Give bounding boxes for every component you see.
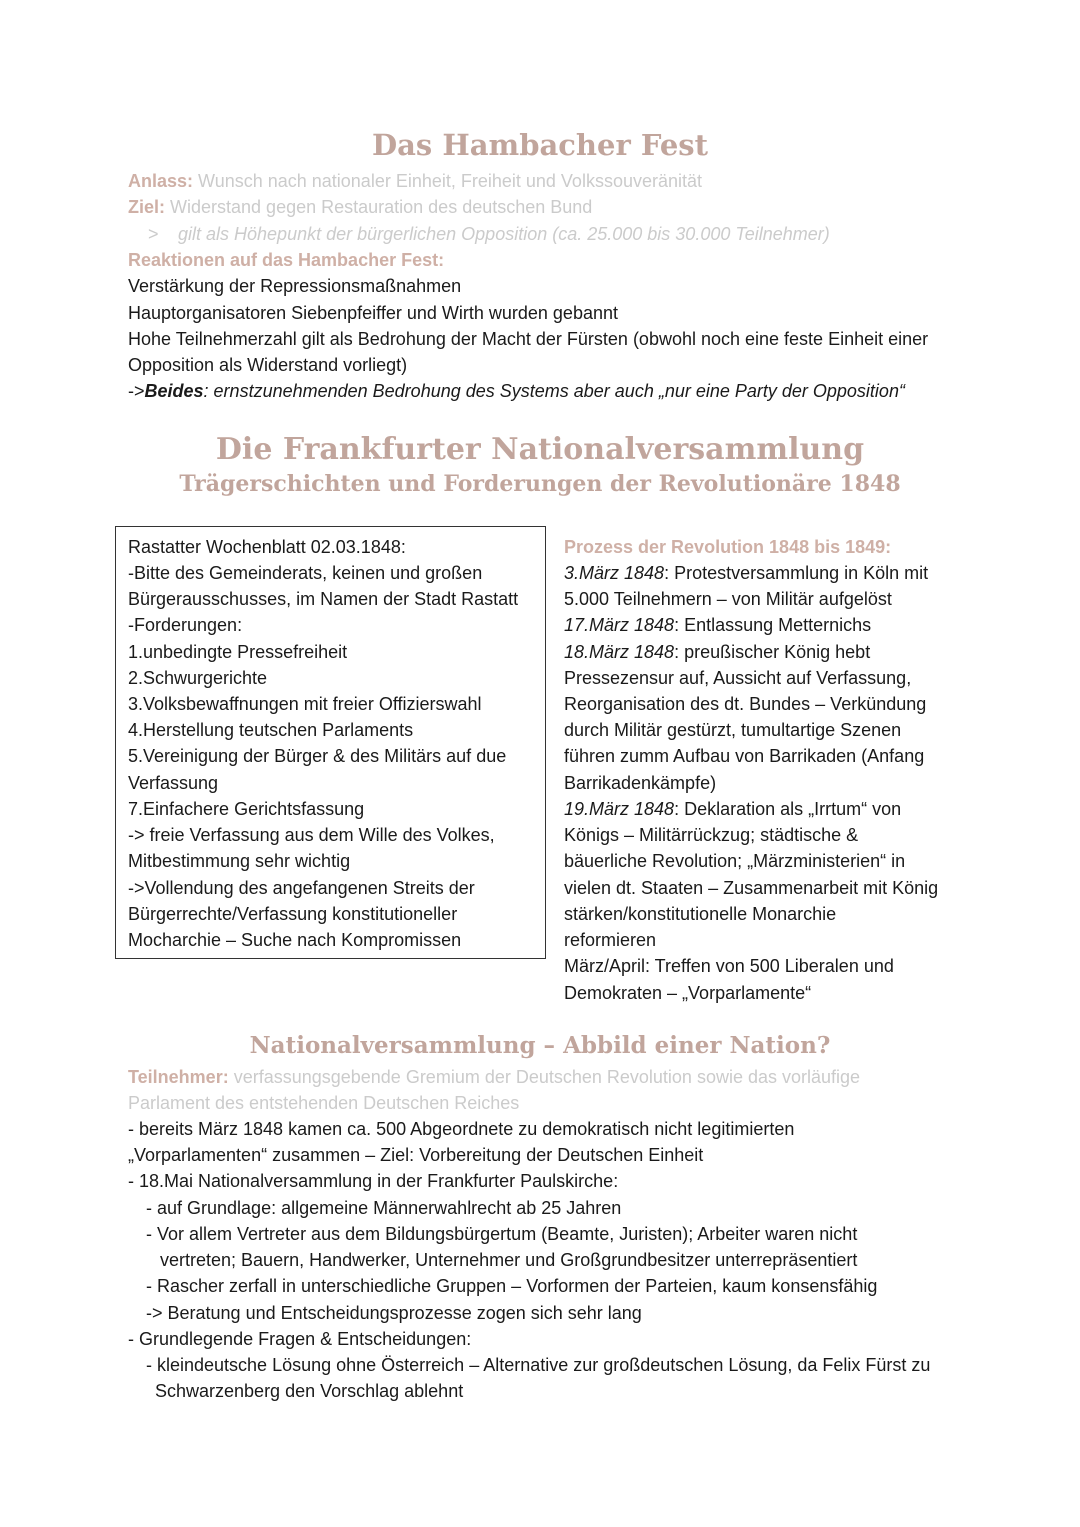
teilnehmer-line-2: Parlament des entstehenden Deutschen Reiches [128, 1093, 520, 1113]
prozess-line-15: reformieren [564, 930, 657, 950]
box-line-4: -Forderungen: [128, 615, 243, 635]
prozess-line-13: vielen dt. Staaten – Zusammenarbeit mit König [564, 878, 939, 898]
prozess-line-17: Demokraten – „Vorparlamente“ [564, 983, 812, 1003]
teilnehmer-line [128, 1064, 860, 1090]
box-line-12: -> freie Verfassung aus dem Wille des Volkes, [128, 825, 495, 845]
reaktionen-heading: Reaktionen auf das Hambacher Fest: [128, 250, 445, 270]
box-line-13: Mitbestimmung sehr wichtig [128, 851, 351, 871]
box-line-15: Bürgerrechte/Verfassung konstitutioneller [128, 904, 458, 924]
box-line-16: Mocharchie – Suche nach Kompromissen [128, 930, 462, 950]
nv-line-6: vertreten; Bauern, Handwerker, Unternehmer und Großgrundbesitzer unterrepräsentiert [160, 1250, 858, 1270]
beides-line [128, 378, 905, 404]
prozess-text-4: : preußischer König hebt [674, 642, 871, 662]
prozess-date-2: 17.März 1848 [564, 615, 675, 635]
beides-label: Beides [144, 381, 204, 401]
nv-line-8: -> Beratung und Entscheidungsprozesse zogen sich sehr lang [146, 1303, 642, 1323]
prozess-line-3 [564, 612, 871, 638]
hambacher-fest-title: Das Hambacher Fest [371, 128, 709, 162]
bullet-text: gilt als Höhepunkt der bürgerlichen Opposition (ca. 25.000 bis 30.000 Teilnehmer) [178, 224, 830, 244]
box-line-11: 7.Einfachere Gerichtsfassung [128, 799, 365, 819]
box-line-2: -Bitte des Gemeinderats, keinen und großen [128, 563, 483, 583]
nv-line-9: - Grundlegende Fragen & Entscheidungen: [128, 1329, 472, 1349]
beides-prefix: -> [128, 381, 145, 401]
prozess-heading: Prozess der Revolution 1848 bis 1849: [564, 537, 892, 557]
box-line-10: Verfassung [128, 773, 219, 793]
prozess-text-10: : Deklaration als „Irrtum“ von [674, 799, 902, 819]
prozess-date-4: 19.März 1848 [564, 799, 675, 819]
prozess-line-6: Reorganisation des dt. Bundes – Verkündung [564, 694, 927, 714]
box-line-3: Bürgerausschusses, im Namen der Stadt Rastatt [128, 589, 519, 609]
prozess-text-1: : Protestversammlung in Köln mit [664, 563, 929, 583]
prozess-date-3: 18.März 1848 [564, 642, 675, 662]
prozess-line-11: Königs – Militärrückzug; städtische & [564, 825, 859, 845]
prozess-line-8: führen zumm Aufbau von Barrikaden (Anfang [564, 746, 925, 766]
anlass-label: Anlass: [128, 171, 194, 191]
prozess-text-3: : Entlassung Metternichs [674, 615, 872, 635]
teilnehmer-label: Teilnehmer: [128, 1067, 229, 1087]
anlass-text: Wunsch nach nationaler Einheit, Freiheit und Volkssouveränität [193, 171, 702, 191]
nv-line-10: - kleindeutsche Lösung ohne Österreich – Alternative zur großdeutschen Lösung, da Felix Fürst zu [146, 1355, 931, 1375]
reaktion-line-1: Verstärkung der Repressionsmaßnahmen [128, 276, 462, 296]
prozess-line-10 [564, 796, 901, 822]
nv-line-7: - Rascher zerfall in unterschiedliche Gruppen – Vorformen der Parteien, kaum konsensfähig [146, 1276, 878, 1296]
reaktion-line-2: Hauptorganisatoren Siebenpfeiffer und Wirth wurden gebannt [128, 303, 618, 323]
ziel-label: Ziel: [128, 197, 166, 217]
box-line-14: ->Vollendung des angefangenen Streits der [128, 878, 475, 898]
bullet-marker: > [148, 224, 159, 244]
prozess-line-2: 5.000 Teilnehmern – von Militär aufgelöst [564, 589, 892, 609]
box-line-8: 4.Herstellung teutschen Parlaments [128, 720, 414, 740]
prozess-line-4 [564, 639, 870, 665]
reaktion-line-3: Hohe Teilnehmerzahl gilt als Bedrohung der Macht der Fürsten (obwohl noch eine feste Einheit einer [128, 329, 929, 349]
nv-line-2: „Vorparlamenten“ zusammen – Ziel: Vorbereitung der Deutschen Einheit [128, 1145, 704, 1165]
nv-line-11: Schwarzenberg den Vorschlag ablehnt [155, 1381, 464, 1401]
prozess-line-5: Pressezensur auf, Aussicht auf Verfassung, [564, 668, 912, 688]
box-line-1: Rastatter Wochenblatt 02.03.1848: [128, 537, 406, 557]
prozess-line-1 [564, 560, 928, 586]
prozess-line-14: stärken/konstitutionelle Monarchie [564, 904, 837, 924]
box-line-7: 3.Volksbewaffnungen mit freier Offizierswahl [128, 694, 482, 714]
prozess-line-12: bäuerliche Revolution; „Märzministerien“ in [564, 851, 906, 871]
prozess-date-1: 3.März 1848 [564, 563, 665, 583]
prozess-line-9: Barrikadenkämpfe) [564, 773, 717, 793]
prozess-line-16: März/April: Treffen von 500 Liberalen und [564, 956, 894, 976]
nv-line-5: - Vor allem Vertreter aus dem Bildungsbürgertum (Beamte, Juristen); Arbeiter waren nicht [146, 1224, 858, 1244]
reaktion-line-4: Opposition als Widerstand vorliegt) [128, 355, 408, 375]
teilnehmer-text: verfassungsgebende Gremium der Deutschen Revolution sowie das vorläufige [228, 1067, 861, 1087]
nationalversammlung-title: Nationalversammlung – Abbild einer Nation? [249, 1032, 831, 1059]
nv-line-1: - bereits März 1848 kamen ca. 500 Abgeordnete zu demokratisch nicht legitimierten [128, 1119, 795, 1139]
frankfurter-subtitle: Trägerschichten und Forderungen der Revolutionäre 1848 [179, 471, 901, 497]
ziel-text: Widerstand gegen Restauration des deutschen Bund [165, 197, 593, 217]
nv-line-3: - 18.Mai Nationalversammlung in der Frankfurter Paulskirche: [128, 1171, 619, 1191]
nv-line-4: - auf Grundlage: allgemeine Männerwahlrecht ab 25 Jahren [146, 1198, 622, 1218]
anlass-line [128, 168, 702, 194]
prozess-line-7: durch Militär gestürzt, tumultartige Szenen [564, 720, 902, 740]
bullet-line [148, 221, 830, 247]
box-line-9: 5.Vereinigung der Bürger & des Militärs auf due [128, 746, 507, 766]
beides-text: : ernstzunehmenden Bedrohung des Systems aber auch „nur eine Party der Opposition“ [203, 381, 905, 401]
ziel-line [128, 194, 592, 220]
box-line-5: 1.unbedingte Pressefreiheit [128, 642, 348, 662]
box-line-6: 2.Schwurgerichte [128, 668, 268, 688]
frankfurter-title: Die Frankfurter Nationalversammlung [215, 432, 865, 467]
